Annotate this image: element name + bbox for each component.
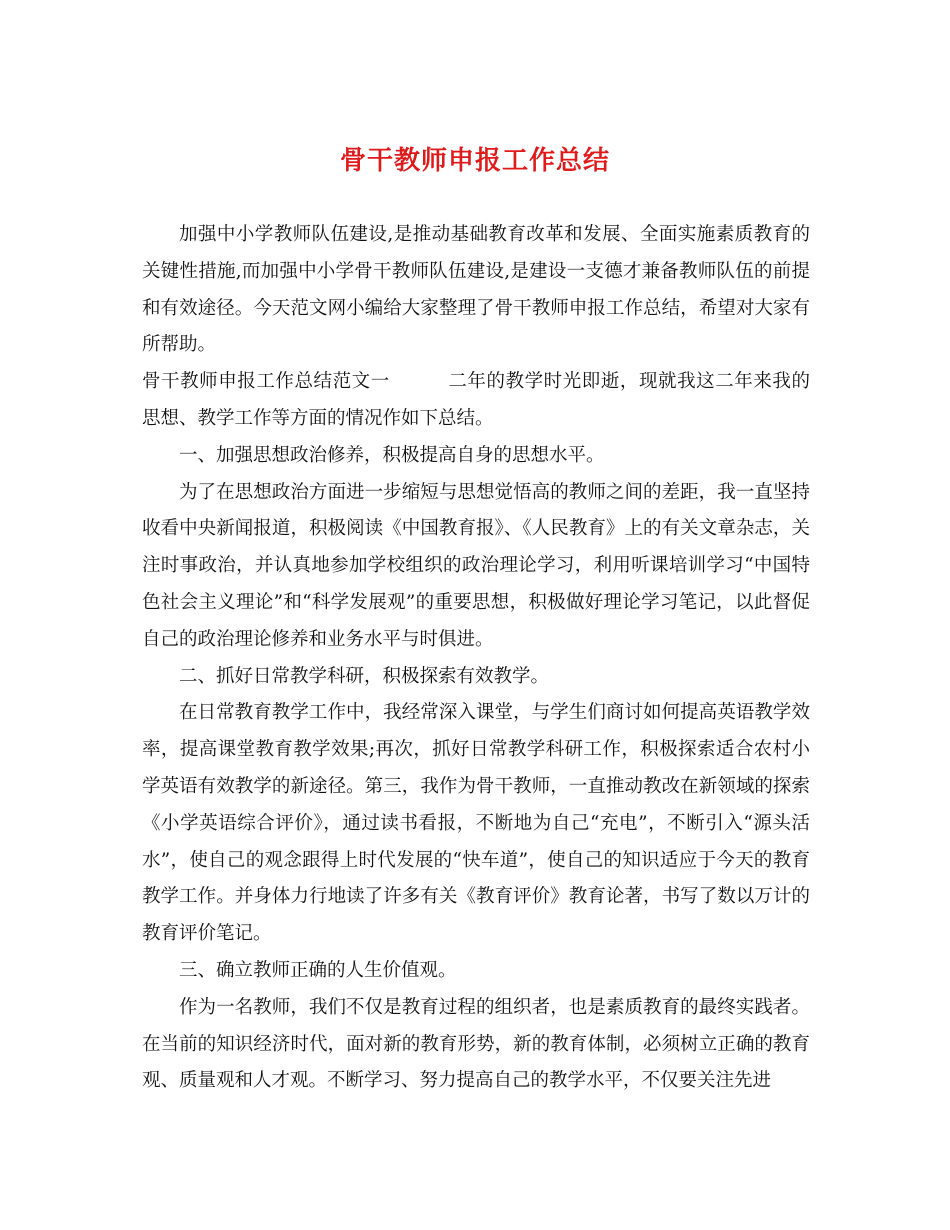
sample-subheading: 骨干教师申报工作总结范文一 bbox=[142, 371, 390, 393]
section-paragraph-1: 为了在思想政治方面进一步缩短与思想觉悟高的教师之间的差距，我一直坚持收看中央新闻报道，积极阅读《中国教育报》、《人民教育》上的有关文章杂志，关注时事政治，并认真地参加学校组织的政治理论学习，利用听课培训学习“中国特色社会主义理论”和“科学发展观”的重要思想，积极做好理论学习笔记，以此督促自己的政治理论修养和业务水平与时俱进。 bbox=[142, 481, 810, 650]
document-body bbox=[142, 217, 810, 1100]
section-heading-1: 一、加强思想政治修养，积极提高自身的思想水平。 bbox=[179, 444, 605, 466]
section-heading-3: 三、确立教师正确的人生价值观。 bbox=[179, 959, 457, 981]
section-paragraph-2: 在日常教育教学工作中，我经常深入课堂，与学生们商讨如何提高英语教学效率，提高课堂教育教学效果;再次，抓好日常教学科研工作，积极探索适合农村小学英语有效教学的新途径。第三，我作为骨干教师，一直推动教改在新领域的探索《小学英语综合评价》，通过读书看报，不断地为自己“充电”，不断引入“源头活水”，使自己的观念跟得上时代发展的“快车道”，使自己的知识适应于今天的教育教学工作。并身体力行地读了许多有关《教育评价》教育论著，书写了数以万计的教育评价笔记。 bbox=[142, 702, 810, 945]
document-title: 骨干教师申报工作总结 bbox=[339, 146, 610, 176]
section-heading-2: 二、抓好日常教学科研，积极探索有效教学。 bbox=[179, 665, 550, 687]
sample-one-paragraph bbox=[142, 364, 810, 438]
sample-one-text: 二年的教学时光即逝，现就我这二年来我的思想、教学工作等方面的情况作如下总结。 bbox=[142, 371, 810, 429]
intro-paragraph: 加强中小学教师队伍建设,是推动基础教育改革和发展、全面实施素质教育的关键性措施,而加强中小学骨干教师队伍建设,是建设一支德才兼备教师队伍的前提和有效途径。今天范文网小编给大家整理了骨干教师申报工作总结，希望对大家有所帮助。 bbox=[142, 224, 810, 356]
section-paragraph-3: 作为一名教师，我们不仅是教育过程的组织者，也是素质教育的最终实践者。在当前的知识经济时代，面对新的教育形势，新的教育体制，必须树立正确的教育观、质量观和人才观。不断学习、努力提高自己的教学水平，不仅要关注先进 bbox=[142, 996, 810, 1092]
